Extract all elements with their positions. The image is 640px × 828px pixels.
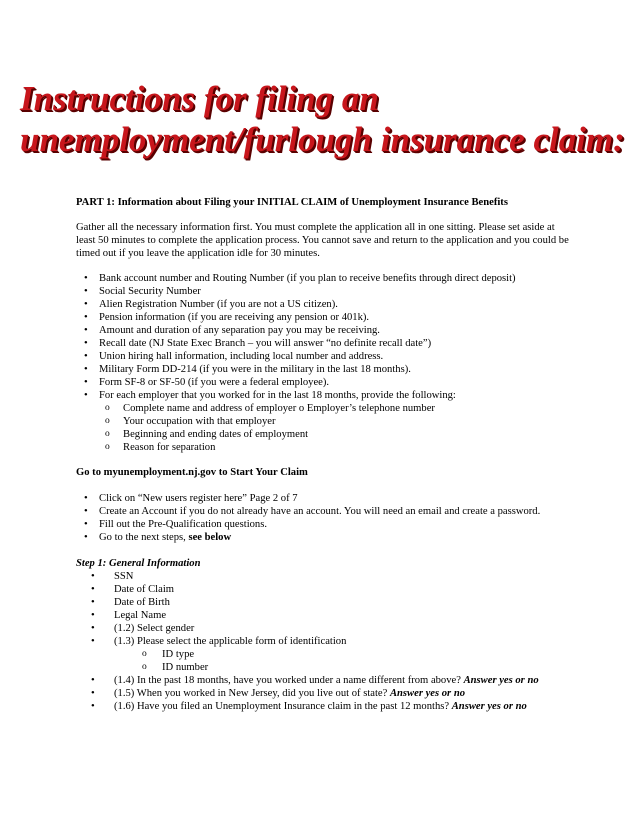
list-item-identification	[76, 635, 576, 674]
list-item-next-steps	[76, 531, 576, 544]
question-item	[76, 700, 576, 713]
page-title	[20, 78, 630, 160]
answer-hint: Answer yes or no	[451, 701, 527, 712]
list-item: • Form SF-8 or SF-50 (if you were a federal employee).	[76, 376, 576, 389]
sub-list-item: o ID number	[114, 661, 576, 674]
list-item: • (1.2) Select gender	[76, 622, 576, 635]
list-item: • Legal Name	[76, 609, 576, 622]
employer-details-list	[99, 402, 576, 454]
required-info-list	[76, 272, 576, 454]
step1-heading: Step 1: General Information	[76, 558, 201, 569]
see-below-text: see below	[188, 532, 232, 543]
list-item: • Pension information (if you are receiving any pension or 401k).	[76, 311, 576, 324]
list-item-employers	[76, 389, 576, 454]
document-body	[76, 196, 576, 713]
list-item: • Amount and duration of any separation pay you may be receiving.	[76, 324, 576, 337]
answer-hint: Answer yes or no	[463, 675, 539, 686]
question-text: (1.4) In the past 18 months, have you worked under a name different from above?	[114, 675, 464, 686]
list-item: • Fill out the Pre-Qualification questions.	[76, 518, 576, 531]
step1-list	[76, 570, 576, 713]
list-item-label: (1.3) Please select the applicable form of identification	[114, 636, 347, 647]
list-item: • Click on “New users register here” Page 2 of 7	[76, 492, 576, 505]
list-item: • Recall date (NJ State Exec Branch – you will answer “no definite recall date”)	[76, 337, 576, 350]
list-item: • Social Security Number	[76, 285, 576, 298]
identification-sub-list	[114, 648, 576, 674]
question-item	[76, 687, 576, 700]
list-item: • Union hiring hall information, including local number and address.	[76, 350, 576, 363]
sub-list-item: o Reason for separation	[99, 441, 576, 454]
answer-hint: Answer yes or no	[389, 688, 466, 699]
list-item: • Alien Registration Number (if you are not a US citizen).	[76, 298, 576, 311]
list-item: • Date of Claim	[76, 583, 576, 596]
title-line-1: Instructions for filing an	[20, 79, 379, 118]
goto-heading: Go to myunemployment.nj.gov to Start Your Claim	[76, 467, 308, 478]
sub-list-item: o Your occupation with that employer	[99, 415, 576, 428]
question-item	[76, 674, 576, 687]
goto-steps-list	[76, 492, 576, 544]
list-item-label: For each employer that you worked for in the last 18 months, provide the following:	[99, 390, 456, 401]
list-item: • Date of Birth	[76, 596, 576, 609]
list-item: • Create an Account if you do not already have an account. You will need an email and create a password.	[76, 505, 576, 518]
list-item: • SSN	[76, 570, 576, 583]
sub-list-item: o ID type	[114, 648, 576, 661]
question-text: (1.6) Have you filed an Unemployment Insurance claim in the past 12 months?	[114, 701, 452, 712]
next-steps-text: Go to the next steps,	[99, 532, 189, 543]
sub-list-item: o Complete name and address of employer o Employer’s telephone number	[99, 402, 576, 415]
question-text: (1.5) When you worked in New Jersey, did you live out of state?	[114, 688, 390, 699]
part1-intro: Gather all the necessary information first. You must complete the application all in one sitting. Please set aside at least 50 minutes to complete the application process. You cannot save and return to the application and you could be timed out if you leave the application idle for 30 minutes.	[76, 222, 569, 259]
title-line-2: unemployment/furlough insurance claim:	[20, 120, 625, 159]
sub-list-item: o Beginning and ending dates of employment	[99, 428, 576, 441]
list-item: • Military Form DD-214 (if you were in the military in the last 18 months).	[76, 363, 576, 376]
part1-heading: PART 1: Information about Filing your INITIAL CLAIM of Unemployment Insurance Benefits	[76, 197, 508, 208]
list-item: • Bank account number and Routing Number (if you plan to receive benefits through direct deposit)	[76, 272, 576, 285]
